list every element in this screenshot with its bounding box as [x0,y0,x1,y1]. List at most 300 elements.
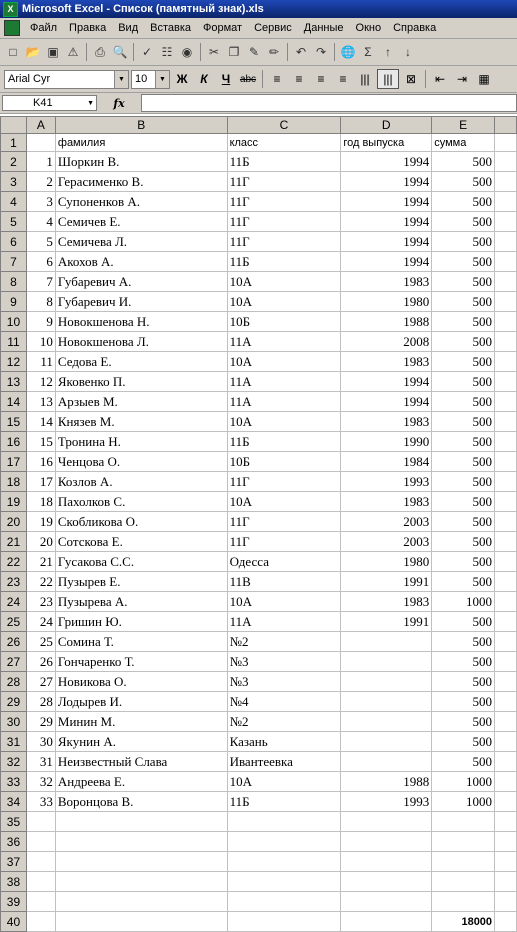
cell[interactable] [495,792,517,812]
cell[interactable]: 31 [26,752,55,772]
new-icon[interactable]: □ [9,45,17,59]
increase-indent-icon[interactable]: ⇥ [456,72,468,86]
cell[interactable]: сумма [432,134,495,152]
cell[interactable]: 11В [227,572,341,592]
cell[interactable]: 11Г [227,212,341,232]
cell[interactable]: 1994 [341,152,432,172]
row-header[interactable]: 37 [1,852,27,872]
cell[interactable] [495,832,517,852]
cell[interactable]: Акохов А. [55,252,227,272]
cell[interactable]: 11 [26,352,55,372]
row-header[interactable]: 40 [1,912,27,932]
find-icon[interactable]: ◉ [181,45,193,59]
cell[interactable]: 18000 [432,912,495,932]
cell[interactable]: Семичева Л. [55,232,227,252]
cell[interactable]: 11Б [227,792,341,812]
borders-icon[interactable]: ▦ [478,72,490,86]
row-header[interactable]: 2 [1,152,27,172]
cell[interactable]: 1000 [432,792,495,812]
cell[interactable] [495,652,517,672]
cell[interactable]: 1993 [341,472,432,492]
sort-descending-icon[interactable]: ↓ [405,45,411,59]
cell[interactable]: Гончаренко Т. [55,652,227,672]
spelling-icon[interactable]: ✓ [141,45,153,59]
align-center-icon[interactable]: ≡ [295,72,303,86]
cell[interactable]: 500 [432,712,495,732]
column-header-b[interactable]: B [55,117,227,134]
name-box[interactable] [2,95,97,111]
cell[interactable]: 6 [26,252,55,272]
sort-ascending-icon[interactable]: ↑ [385,45,391,59]
cell[interactable]: 1000 [432,772,495,792]
row-header[interactable]: 6 [1,232,27,252]
cell[interactable] [26,832,55,852]
cell[interactable]: 11А [227,332,341,352]
select-all-corner[interactable] [1,117,27,134]
cell[interactable]: 500 [432,512,495,532]
cell[interactable] [495,134,517,152]
cell[interactable]: 9 [26,312,55,332]
cell[interactable]: 10А [227,592,341,612]
cell[interactable]: 500 [432,392,495,412]
cell[interactable]: Новокшенова Л. [55,332,227,352]
cell[interactable]: 2003 [341,532,432,552]
italic-button[interactable]: К [200,72,208,86]
cell[interactable]: 500 [432,572,495,592]
cell[interactable]: 8 [26,292,55,312]
cell[interactable]: 2008 [341,332,432,352]
strikethrough-button[interactable]: abc [239,73,257,85]
cell[interactable]: Козлов А. [55,472,227,492]
cell[interactable] [341,692,432,712]
cell[interactable] [432,812,495,832]
cell[interactable]: 11Б [227,252,341,272]
row-header[interactable]: 8 [1,272,27,292]
cell[interactable]: 500 [432,172,495,192]
cell[interactable] [495,612,517,632]
cell[interactable]: 10А [227,772,341,792]
column-header-e[interactable]: E [432,117,495,134]
cell[interactable] [341,652,432,672]
underline-button[interactable]: Ч [221,72,231,86]
cell[interactable]: 11Г [227,232,341,252]
cell[interactable]: 1980 [341,552,432,572]
cell[interactable] [495,232,517,252]
bold-button[interactable]: Ж [176,72,188,86]
cell[interactable] [341,712,432,732]
copy-icon[interactable]: ❐ [228,45,240,59]
cell[interactable]: Минин М. [55,712,227,732]
row-header[interactable]: 19 [1,492,27,512]
row-header[interactable]: 31 [1,732,27,752]
column-header-d[interactable]: D [341,117,432,134]
cell[interactable]: 1991 [341,612,432,632]
cell[interactable]: Арзыев М. [55,392,227,412]
row-header[interactable]: 39 [1,892,27,912]
cell[interactable]: Супоненков А. [55,192,227,212]
cell[interactable]: Пузырева А. [55,592,227,612]
cell[interactable]: Новокшенова Н. [55,312,227,332]
cell[interactable]: 7 [26,272,55,292]
cell[interactable] [227,852,341,872]
print-icon[interactable]: ⎙ [95,44,105,59]
cell[interactable]: 1990 [341,432,432,452]
cell[interactable]: 22 [26,572,55,592]
cell[interactable] [341,852,432,872]
cell[interactable] [26,912,55,932]
row-header[interactable]: 7 [1,252,27,272]
cell[interactable]: 500 [432,352,495,372]
cell[interactable] [495,572,517,592]
cell[interactable] [495,472,517,492]
cell[interactable] [495,692,517,712]
cell[interactable]: Князев М. [55,412,227,432]
cell[interactable] [432,852,495,872]
cell[interactable] [341,632,432,652]
cell[interactable]: 500 [432,472,495,492]
cell[interactable]: Одесса [227,552,341,572]
row-header[interactable]: 28 [1,672,27,692]
cell[interactable] [495,812,517,832]
merge-center-icon[interactable]: ⊠ [405,72,417,86]
font-size-select[interactable] [131,70,170,89]
cell[interactable]: 500 [432,652,495,672]
cell[interactable]: Пахолков С. [55,492,227,512]
cell[interactable] [432,832,495,852]
open-icon[interactable]: 📂 [25,45,41,59]
distributed-icon[interactable]: ||| [360,72,370,86]
undo-icon[interactable]: ↶ [295,45,307,59]
cell[interactable]: 500 [432,252,495,272]
cell[interactable] [495,352,517,372]
cell[interactable]: 10А [227,412,341,432]
cell[interactable]: 500 [432,152,495,172]
autosum-icon[interactable]: Σ [364,45,372,59]
cell[interactable] [495,272,517,292]
row-header[interactable]: 4 [1,192,27,212]
row-header[interactable]: 35 [1,812,27,832]
format-painter-icon[interactable]: ✏ [268,45,280,59]
menu-format[interactable]: Формат [203,22,243,34]
row-header[interactable]: 33 [1,772,27,792]
cell[interactable]: №4 [227,692,341,712]
cell[interactable] [55,912,227,932]
cell[interactable]: Воронцова В. [55,792,227,812]
row-header[interactable]: 23 [1,572,27,592]
cell[interactable]: 1000 [432,592,495,612]
cell[interactable] [341,672,432,692]
print-preview-icon[interactable]: 🔍 [112,45,128,59]
cell[interactable]: 23 [26,592,55,612]
cell[interactable]: 32 [26,772,55,792]
cell[interactable]: Ивантеевка [227,752,341,772]
row-header[interactable]: 26 [1,632,27,652]
cell[interactable] [495,892,517,912]
cell[interactable]: 19 [26,512,55,532]
cell[interactable] [495,412,517,432]
font-name-select[interactable] [4,70,129,89]
menu-insert[interactable]: Вставка [150,22,192,34]
document-icon[interactable] [4,20,20,36]
row-header[interactable]: 3 [1,172,27,192]
justify-icon[interactable]: ≡ [339,72,347,86]
cell[interactable]: 1988 [341,312,432,332]
cell[interactable]: 25 [26,632,55,652]
cell[interactable]: 500 [432,372,495,392]
cell[interactable]: 11А [227,372,341,392]
row-header[interactable]: 25 [1,612,27,632]
cell[interactable]: 1983 [341,352,432,372]
paste-icon[interactable]: ✎ [248,45,260,59]
cell[interactable]: Андреева Е. [55,772,227,792]
cell[interactable]: 11Г [227,192,341,212]
cell[interactable]: 1991 [341,572,432,592]
cell[interactable]: Скобликова О. [55,512,227,532]
cell[interactable]: 13 [26,392,55,412]
cell[interactable]: 1983 [341,492,432,512]
row-header[interactable]: 14 [1,392,27,412]
cell[interactable]: 1988 [341,772,432,792]
cell[interactable] [495,312,517,332]
cell[interactable]: 20 [26,532,55,552]
cell[interactable]: Седова Е. [55,352,227,372]
row-header[interactable]: 29 [1,692,27,712]
cell[interactable]: 10А [227,272,341,292]
cell[interactable]: Яковенко П. [55,372,227,392]
cell[interactable] [341,832,432,852]
cell[interactable]: 15 [26,432,55,452]
cell[interactable]: Сотскова Е. [55,532,227,552]
cell[interactable] [495,852,517,872]
cell[interactable]: Губаревич А. [55,272,227,292]
cell[interactable]: 500 [432,332,495,352]
cell[interactable]: №3 [227,672,341,692]
cell[interactable]: Семичев Е. [55,212,227,232]
cell[interactable] [55,832,227,852]
cell[interactable]: 500 [432,692,495,712]
cell[interactable] [495,752,517,772]
cell[interactable]: 500 [432,312,495,332]
chevron-down-icon[interactable]: ▼ [155,71,169,88]
research-icon[interactable]: ☷ [161,45,173,59]
menu-view[interactable]: Вид [118,22,139,34]
cell[interactable]: 10 [26,332,55,352]
cell[interactable]: 18 [26,492,55,512]
cell[interactable] [495,152,517,172]
cell[interactable]: 1983 [341,592,432,612]
row-header[interactable]: 17 [1,452,27,472]
cell[interactable]: 21 [26,552,55,572]
row-header[interactable]: 9 [1,292,27,312]
hyperlink-icon[interactable]: 🌐 [340,45,356,59]
cell[interactable]: 4 [26,212,55,232]
cell[interactable]: 500 [432,752,495,772]
cell[interactable]: 11Б [227,152,341,172]
row-header[interactable]: 16 [1,432,27,452]
column-header-a[interactable]: A [26,117,55,134]
row-header[interactable]: 24 [1,592,27,612]
cell[interactable]: Якунин А. [55,732,227,752]
row-header[interactable]: 18 [1,472,27,492]
decrease-indent-icon[interactable]: ⇤ [434,72,446,86]
cell[interactable]: 11Б [227,432,341,452]
cell[interactable]: Новикова О. [55,672,227,692]
cell[interactable]: 1994 [341,372,432,392]
cell[interactable]: 5 [26,232,55,252]
cell[interactable]: №3 [227,652,341,672]
cell[interactable]: 1983 [341,412,432,432]
cell[interactable] [227,912,341,932]
cell[interactable]: 1994 [341,172,432,192]
cell[interactable]: 500 [432,452,495,472]
row-header[interactable]: 10 [1,312,27,332]
cell[interactable]: 14 [26,412,55,432]
cell[interactable] [55,852,227,872]
cell[interactable]: Казань [227,732,341,752]
row-header[interactable]: 34 [1,792,27,812]
cell[interactable] [495,512,517,532]
cell[interactable]: 1980 [341,292,432,312]
cell[interactable] [495,332,517,352]
cell[interactable] [227,872,341,892]
row-header[interactable]: 15 [1,412,27,432]
cell[interactable]: год выпуска [341,134,432,152]
cell[interactable] [26,872,55,892]
cell[interactable]: 17 [26,472,55,492]
cell[interactable] [495,292,517,312]
menu-edit[interactable]: Правка [69,22,107,34]
cell[interactable]: 28 [26,692,55,712]
row-header[interactable]: 5 [1,212,27,232]
row-header[interactable]: 36 [1,832,27,852]
cell[interactable]: 12 [26,372,55,392]
cell[interactable]: 500 [432,272,495,292]
row-header[interactable]: 22 [1,552,27,572]
cell[interactable]: №2 [227,632,341,652]
cell[interactable]: фамилия [55,134,227,152]
row-header[interactable]: 20 [1,512,27,532]
cell[interactable] [341,912,432,932]
menu-tools[interactable]: Сервис [254,22,292,34]
cell[interactable] [495,432,517,452]
row-header[interactable]: 12 [1,352,27,372]
cell[interactable] [495,912,517,932]
cell[interactable] [432,892,495,912]
cell[interactable]: Тронина Н. [55,432,227,452]
cell[interactable]: 1994 [341,392,432,412]
cell[interactable]: 2 [26,172,55,192]
row-header[interactable]: 21 [1,532,27,552]
cell[interactable] [55,892,227,912]
cell[interactable]: 11Г [227,472,341,492]
chevron-down-icon[interactable]: ▼ [114,71,128,88]
cell[interactable] [341,752,432,772]
cell[interactable]: 11Г [227,172,341,192]
cell[interactable]: 1983 [341,272,432,292]
cell[interactable]: 1 [26,152,55,172]
cell[interactable]: 500 [432,532,495,552]
row-header[interactable]: 32 [1,752,27,772]
cell[interactable] [495,772,517,792]
cell[interactable] [55,872,227,892]
cell[interactable] [495,372,517,392]
cell[interactable]: 33 [26,792,55,812]
cell[interactable] [495,632,517,652]
cell[interactable]: 1994 [341,252,432,272]
column-header-f[interactable] [495,117,517,134]
cell[interactable]: Герасименко В. [55,172,227,192]
cell[interactable]: 500 [432,432,495,452]
cell[interactable] [495,672,517,692]
cell[interactable]: 30 [26,732,55,752]
cell[interactable]: 26 [26,652,55,672]
permission-icon[interactable]: ⚠ [67,45,79,59]
cell[interactable] [495,872,517,892]
align-selected-icon[interactable]: ||| [377,69,399,89]
cell[interactable] [26,812,55,832]
row-header[interactable]: 30 [1,712,27,732]
cell[interactable]: 29 [26,712,55,732]
cell[interactable] [26,134,55,152]
cell[interactable]: 10Б [227,452,341,472]
cell[interactable]: класс [227,134,341,152]
menu-help[interactable]: Справка [393,22,437,34]
cell[interactable]: Лодырев И. [55,692,227,712]
cell[interactable] [26,892,55,912]
cell[interactable]: 1984 [341,452,432,472]
cell[interactable] [227,832,341,852]
cell[interactable] [55,812,227,832]
cut-icon[interactable]: ✂ [208,45,220,59]
cell[interactable] [341,892,432,912]
cell[interactable]: 500 [432,232,495,252]
cell[interactable] [432,872,495,892]
cell[interactable] [341,732,432,752]
cell[interactable] [495,172,517,192]
cell[interactable] [341,812,432,832]
cell[interactable] [495,712,517,732]
align-right-icon[interactable]: ≡ [317,72,325,86]
cell[interactable]: 1994 [341,232,432,252]
cell[interactable] [495,192,517,212]
cell[interactable]: 500 [432,492,495,512]
cell[interactable]: 10Б [227,312,341,332]
cell[interactable] [227,892,341,912]
cell[interactable]: 16 [26,452,55,472]
cell[interactable]: 1994 [341,192,432,212]
cell[interactable] [495,392,517,412]
cell[interactable]: Губаревич И. [55,292,227,312]
cell[interactable]: 500 [432,212,495,232]
cell[interactable] [26,852,55,872]
chevron-down-icon[interactable]: ▼ [87,99,94,107]
cell[interactable]: Неизвестный Слава [55,752,227,772]
cell[interactable]: 10А [227,352,341,372]
cell[interactable] [495,552,517,572]
cell[interactable]: 2003 [341,512,432,532]
cell[interactable]: Шоркин В. [55,152,227,172]
cell[interactable]: 500 [432,732,495,752]
cell[interactable]: Ченцова О. [55,452,227,472]
cell[interactable]: 10А [227,292,341,312]
redo-icon[interactable]: ↷ [315,45,327,59]
cell[interactable] [495,452,517,472]
save-icon[interactable]: ▣ [47,45,59,59]
cell[interactable]: 500 [432,552,495,572]
cell[interactable] [495,492,517,512]
formula-input[interactable] [141,94,517,112]
menu-file[interactable]: Файл [30,22,58,34]
